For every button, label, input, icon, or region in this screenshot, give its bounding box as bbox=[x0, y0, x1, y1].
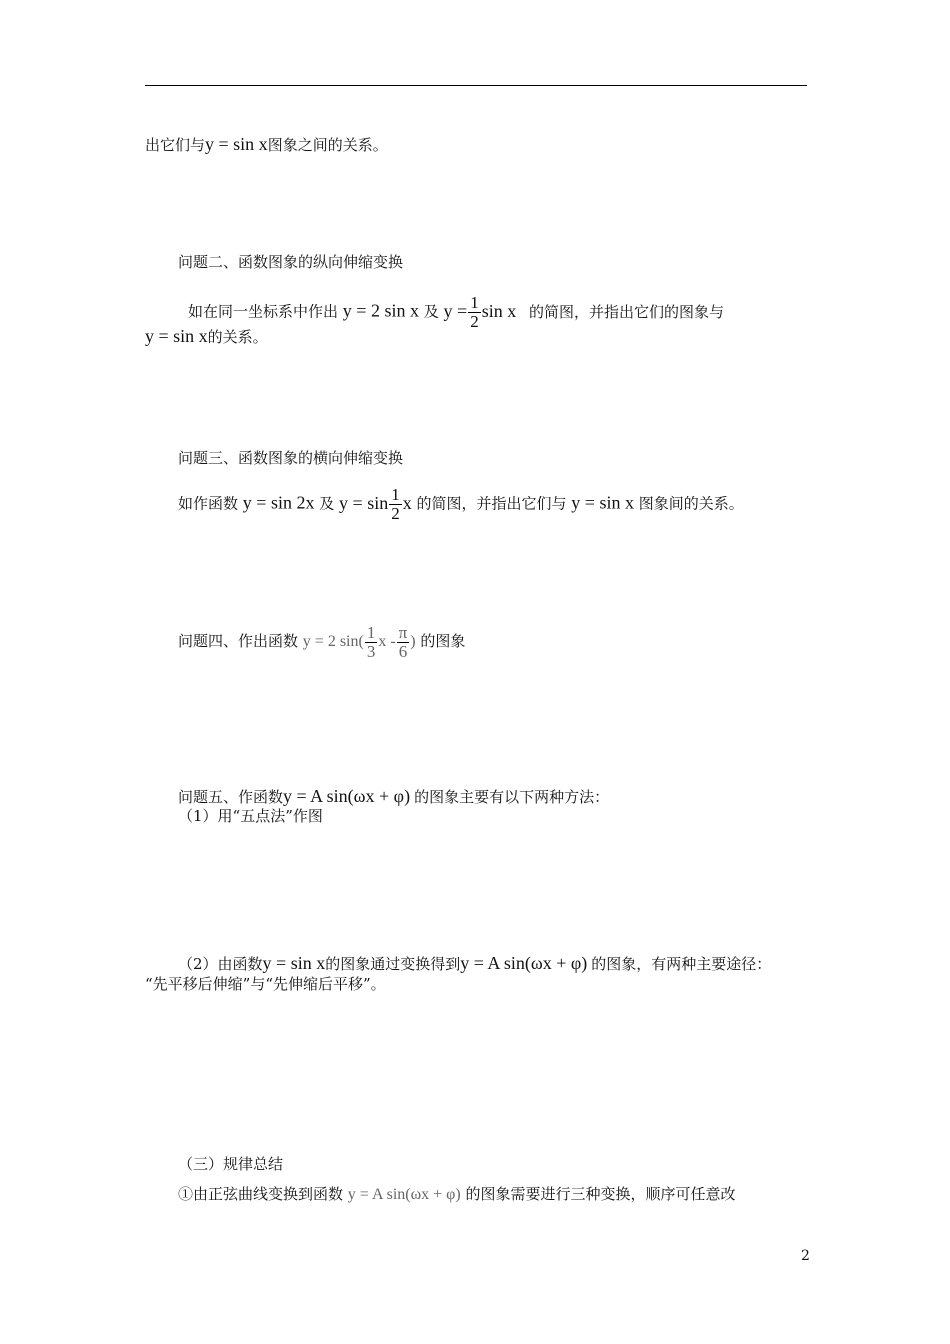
summary-line: ①由正弦曲线变换到函数 y = A sin(ωx + φ) 的图象需要进行三种变换，顺序可任意改 bbox=[178, 1185, 736, 1203]
summary-heading: （三）规律总结 bbox=[178, 1155, 284, 1173]
problem3-heading: 问题三、函数图象的横向伸缩变换 bbox=[178, 449, 404, 467]
problem5-item2-cont: “先平移后伸缩”与“先伸缩后平移”。 bbox=[145, 975, 386, 993]
math-y-2sinx: y = 2 sin x bbox=[342, 300, 419, 321]
problem3-line: 如作函数 y = sin 2x 及 y = sin $\frac{1}{2}$ x 的简图，并指出它们与 y = sin x 图象间的关系。 bbox=[178, 485, 744, 523]
paragraph-1: 出它们与y = sin x图象之间的关系。 bbox=[145, 134, 388, 154]
problem5-item2: （2）由函数y = sin x的图象通过变换得到y = A sin(ωx + φ) 的图象，有两种主要途径： bbox=[178, 953, 772, 973]
math-y-2sin-expr: y = 2 sin( $\frac{1}{3}$ x - $\frac{\pi}{6}$ ) bbox=[302, 623, 416, 661]
math-y-sin-half-x: y = sin $\frac{1}{2}$ x bbox=[339, 485, 412, 523]
problem2-line2: y = sin x的关系。 bbox=[145, 326, 268, 346]
fraction: $\frac{1}{2}$ bbox=[470, 293, 479, 331]
fraction-pi-sixth: $\frac{\pi}{6}$ bbox=[398, 623, 408, 661]
problem5-item1: （1）用“五点法”作图 bbox=[178, 807, 323, 825]
page-number: 2 bbox=[801, 1248, 810, 1264]
math-y-sinx: y = sin x bbox=[571, 492, 634, 513]
fraction: $\frac{1}{2}$ bbox=[391, 485, 400, 523]
problem4-line: 问题四、作出函数 y = 2 sin( $\frac{1}{3}$ x - $\frac{\pi}{6}$ ) 的图象 bbox=[178, 623, 466, 661]
problem5-line: 问题五、作函数y = A sin(ωx + φ) 的图象主要有以下两种方法： bbox=[178, 786, 610, 806]
header-rule bbox=[145, 85, 807, 86]
math-y-sinx: y = sin x bbox=[145, 326, 208, 346]
math-y-Asin: y = A sin(ωx + φ) bbox=[347, 1186, 461, 1203]
problem2-heading: 问题二、函数图象的纵向伸缩变换 bbox=[178, 253, 404, 271]
math-y-Asin: y = A sin(ωx + φ) bbox=[283, 786, 411, 806]
math-y-sin2x: y = sin 2x bbox=[242, 492, 315, 513]
math-y-sinx: y = sin x bbox=[262, 953, 326, 973]
math-y-sinx: y = sin x bbox=[205, 134, 268, 154]
math-y-half-sinx: y = $\frac{1}{2}$ sin x bbox=[443, 293, 517, 331]
fraction-one-third: $\frac{1}{3}$ bbox=[366, 623, 376, 661]
problem2-line1: 如在同一坐标系中作出 y = 2 sin x 及 y = $\frac{1}{2}$ sin x 的简图，并指出它们的图象与 bbox=[188, 293, 725, 331]
math-y-Asin: y = A sin(ωx + φ) bbox=[460, 953, 588, 973]
